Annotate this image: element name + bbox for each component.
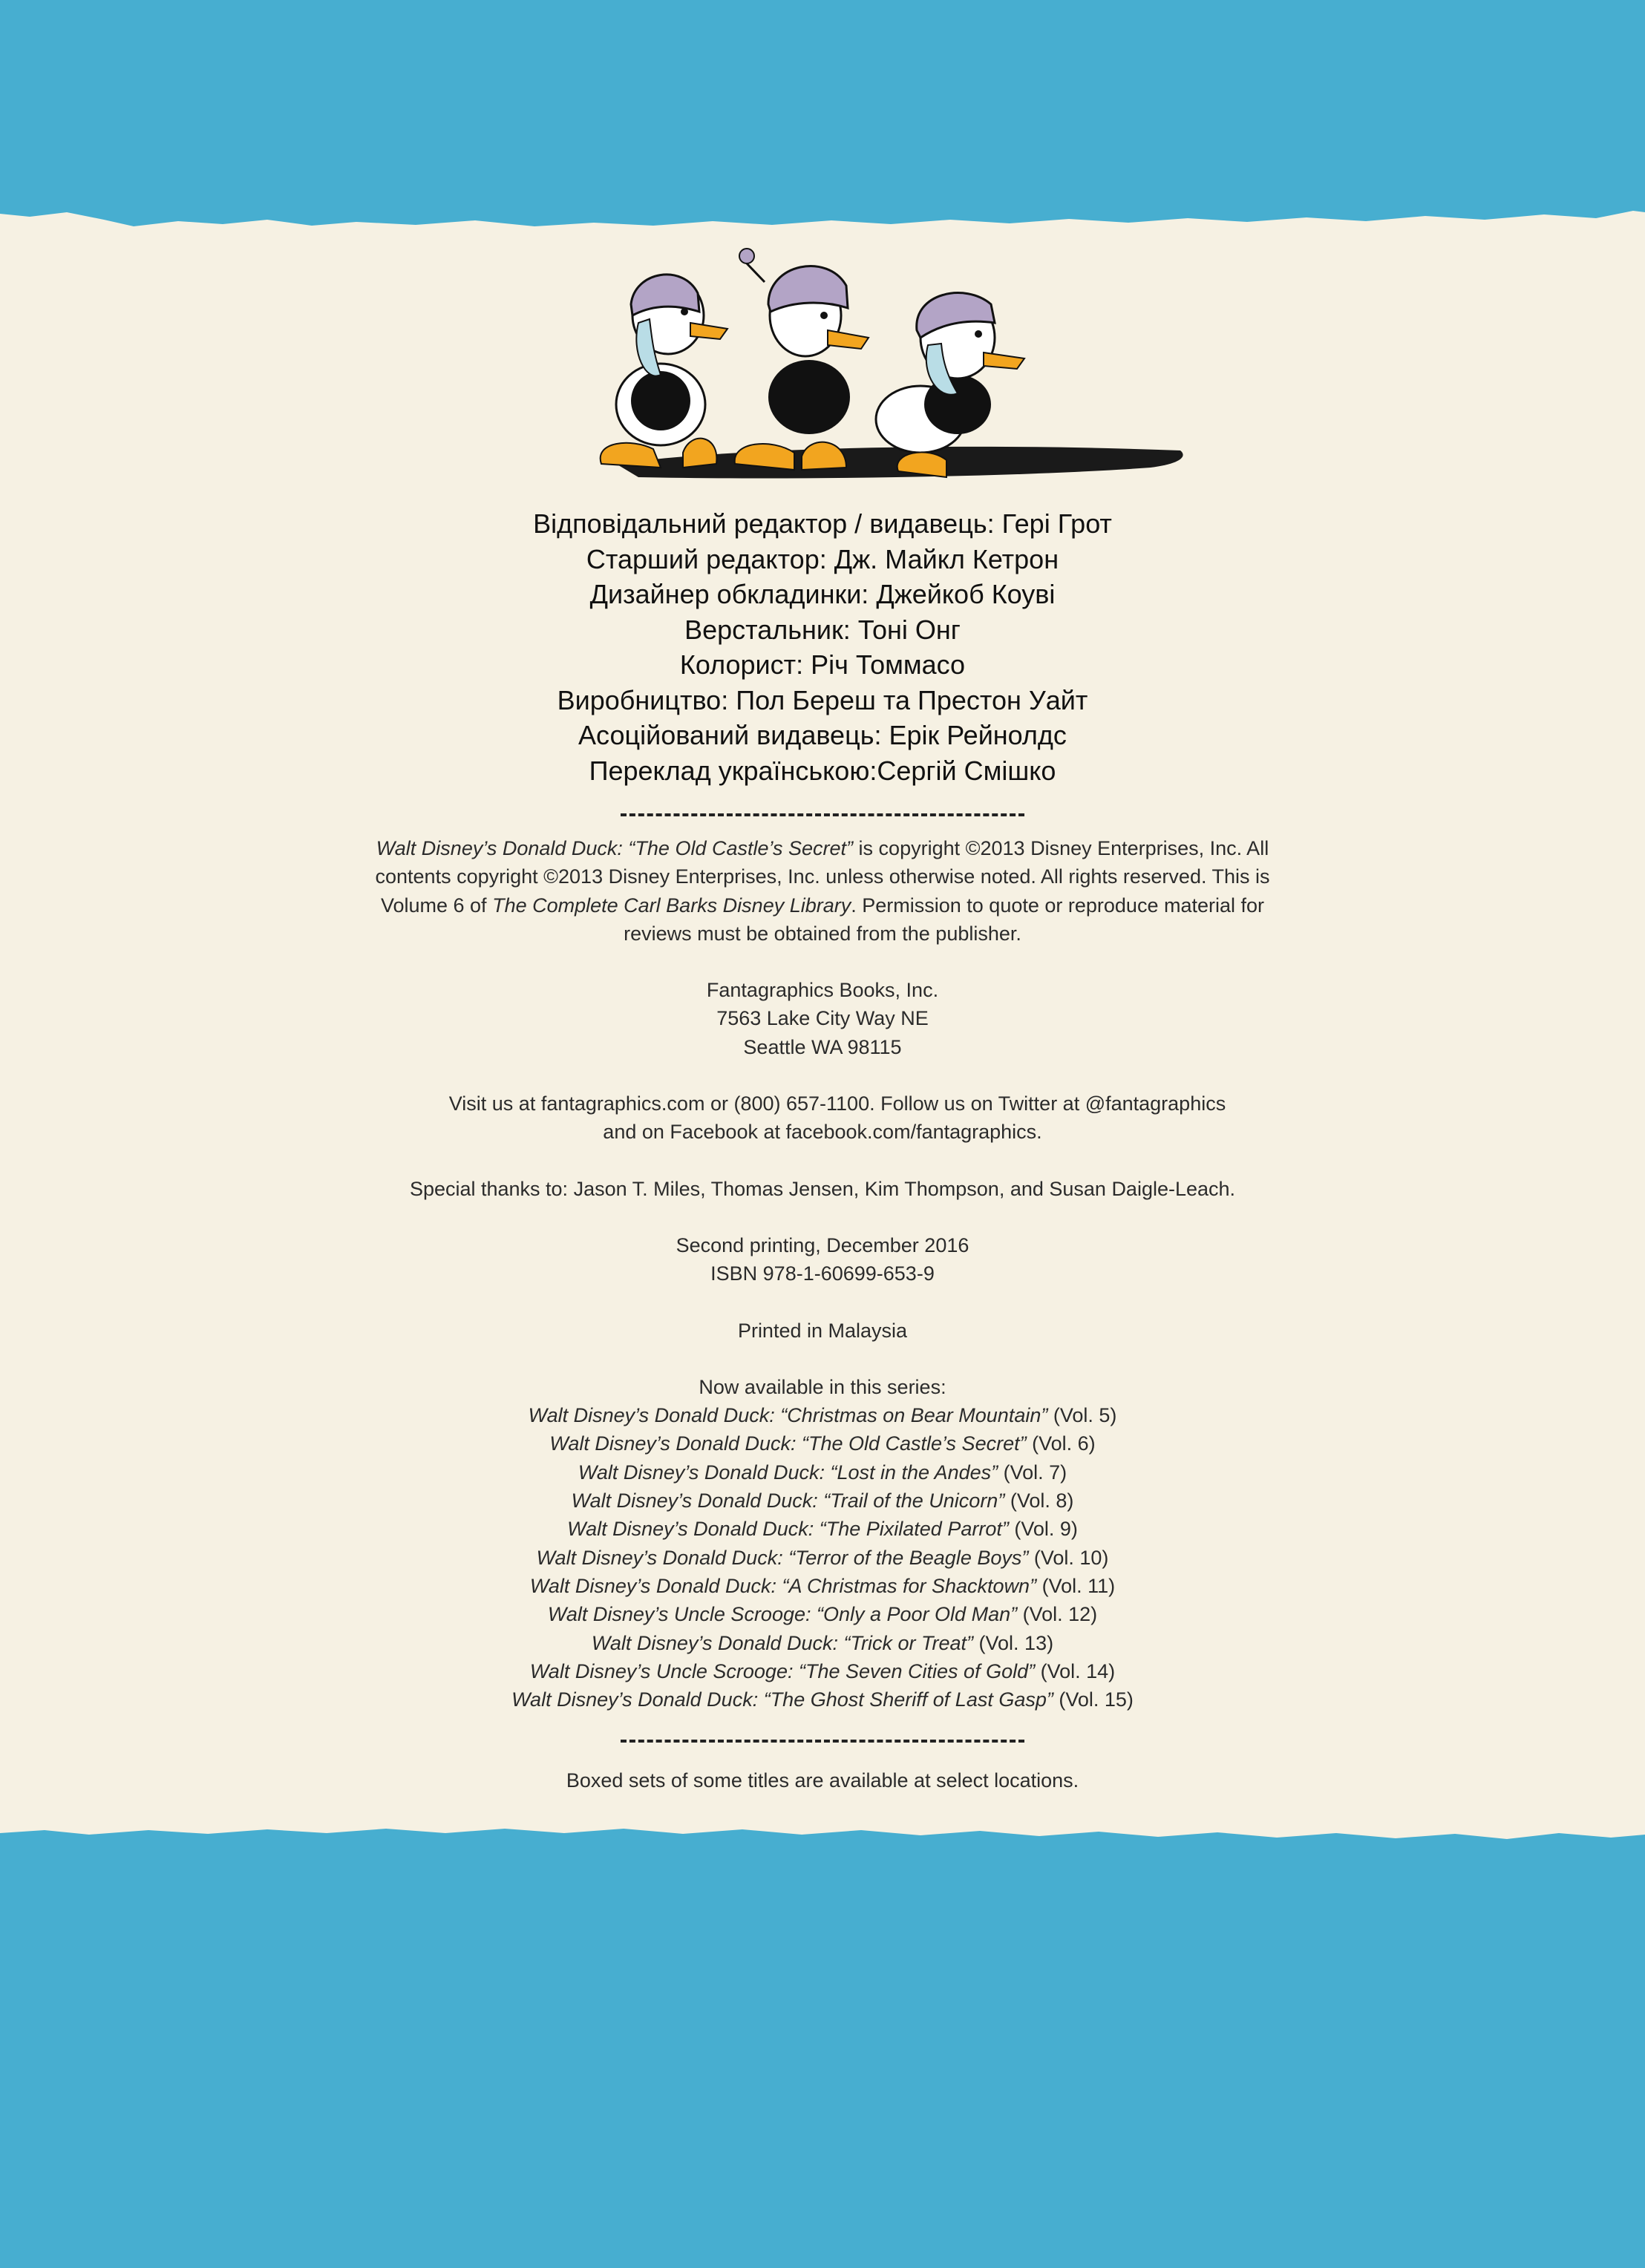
credit-cover-designer: Дизайнер обкладинки: Джейкоб Коуві xyxy=(589,579,1056,609)
series-item: Walt Disney’s Uncle Scrooge: “Only a Poor Old Man” (Vol. 12) xyxy=(547,1603,1098,1626)
series-item: Walt Disney’s Uncle Scrooge: “The Seven Cities of Gold” (Vol. 14) xyxy=(529,1659,1116,1682)
series-item: Walt Disney’s Donald Duck: “Trick or Treat” (Vol. 13) xyxy=(591,1631,1054,1654)
isbn: ISBN 978-1-60699-653-9 xyxy=(710,1262,935,1285)
series-item: Walt Disney’s Donald Duck: “The Old Castle’s Secret” (Vol. 6) xyxy=(549,1432,1096,1455)
credit-layout: Верстальник: Тоні Онг xyxy=(684,614,961,645)
series-list xyxy=(371,1401,1274,1714)
boxed-sets-note: Boxed sets of some titles are available at select locations. xyxy=(566,1769,1079,1792)
credit-colorist: Колорист: Річ Томмасо xyxy=(679,649,966,680)
printing-edition: Second printing, December 2016 xyxy=(676,1233,969,1256)
series-item: Walt Disney’s Donald Duck: “Trail of the Unicorn” (Vol. 8) xyxy=(571,1489,1074,1512)
series-item: Walt Disney’s Donald Duck: “Lost in the Andes” (Vol. 7) xyxy=(578,1461,1067,1484)
publisher-name: Fantagraphics Books, Inc. xyxy=(706,979,939,1002)
special-thanks: Special thanks to: Jason T. Miles, Thomas Jensen, Kim Thompson, and Susan Daigle-Leach. xyxy=(409,1177,1236,1200)
series-heading: Now available in this series: xyxy=(699,1375,946,1398)
printed-in: Printed in Malaysia xyxy=(737,1319,908,1342)
credit-translation: Переклад українською:Сергій Смішко xyxy=(589,755,1056,786)
duck-middle xyxy=(735,249,869,470)
credit-associate-publisher: Асоційований видавець: Ерік Рейнолдс xyxy=(578,720,1067,750)
copyright-notice: Walt Disney’s Donald Duck: “The Old Castle’s Secret” is copyright ©2013 Disney Enterprises, Inc. All contents copyright ©2013 Disney Enterprises, Inc. unless otherwise noted. All rights reserved. This is Volume 6 of The Complete Carl Barks Disney Library. Permission to quote or reproduce material for reviews must be obtained from the publisher. xyxy=(375,837,1270,945)
contact-line-2: and on Facebook at facebook.com/fantagraphics. xyxy=(603,1121,1042,1144)
divider-bottom xyxy=(621,1740,1024,1743)
contact-line-1: Visit us at fantagraphics.com or (800) 657-1100. Follow us on Twitter at @fantagraphics xyxy=(448,1092,1226,1115)
series-item: Walt Disney’s Donald Duck: “The Pixilated Parrot” (Vol. 9) xyxy=(567,1518,1078,1541)
divider-top xyxy=(621,813,1024,816)
series-item: Walt Disney’s Donald Duck: “A Christmas for Shacktown” (Vol. 11) xyxy=(529,1574,1116,1597)
duck-left xyxy=(601,275,727,468)
series-item: Walt Disney’s Donald Duck: “Terror of the Beagle Boys” (Vol. 10) xyxy=(536,1546,1109,1569)
credit-senior-editor: Старший редактор: Дж. Майкл Кетрон xyxy=(586,543,1059,574)
series-item: Walt Disney’s Donald Duck: “Christmas on Bear Mountain” (Vol. 5) xyxy=(528,1404,1117,1427)
legal-block xyxy=(371,834,1274,1714)
three-nephew-ducks-illustration xyxy=(572,241,1195,486)
credits-block xyxy=(0,506,1645,788)
publisher-city: Seattle WA 98115 xyxy=(743,1035,902,1058)
credit-editor: Відповідальний редактор / видавець: Гері Грот xyxy=(533,508,1112,539)
series-item: Walt Disney’s Donald Duck: “The Ghost Sheriff of Last Gasp” (Vol. 15) xyxy=(511,1688,1134,1711)
credit-production: Виробництво: Пол Береш та Престон Уайт xyxy=(557,684,1088,715)
publisher-street: 7563 Lake City Way NE xyxy=(716,1007,929,1030)
